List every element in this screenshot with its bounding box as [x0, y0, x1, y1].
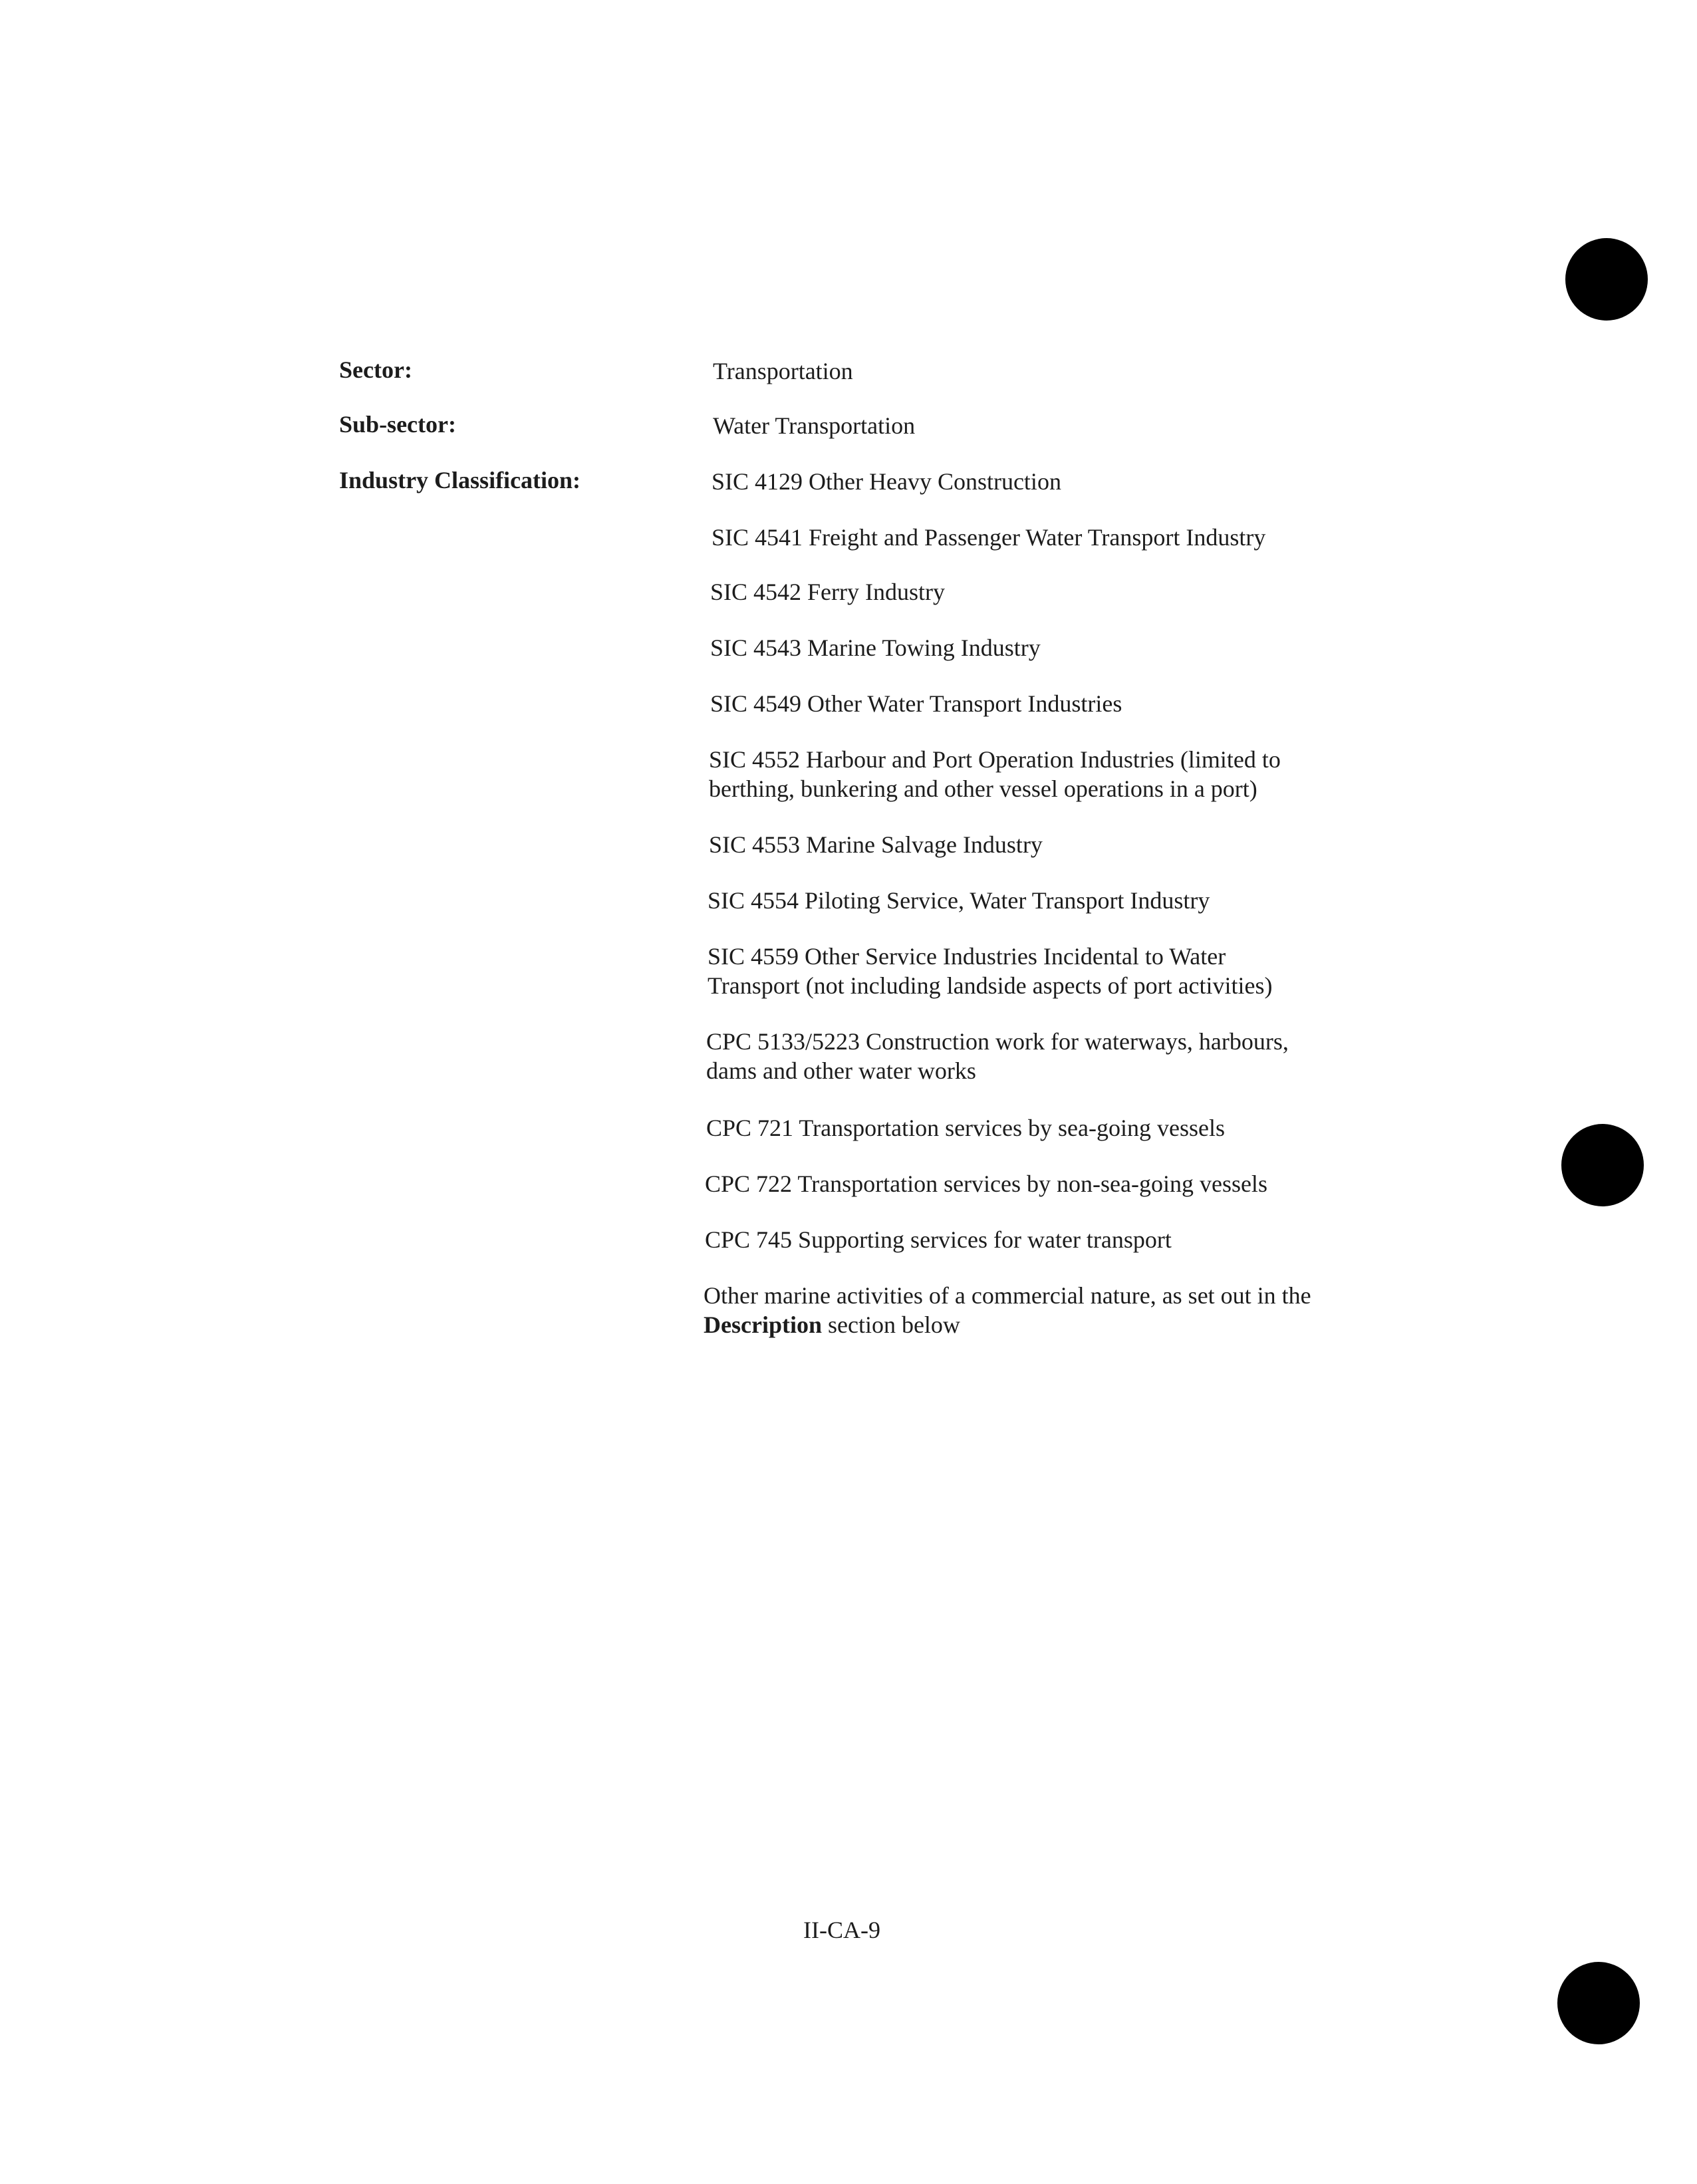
punch-hole-top	[1565, 238, 1648, 321]
sector-value: Transportation	[713, 358, 853, 384]
classification-item: SIC 4543 Marine Towing Industry	[710, 634, 1041, 661]
description-bold: Description	[704, 1311, 822, 1338]
classification-item: SIC 4554 Piloting Service, Water Transport Industry	[708, 887, 1210, 914]
page-number: II-CA-9	[803, 1917, 880, 1943]
classification-item: CPC 722 Transportation services by non-sea-going vessels	[705, 1170, 1267, 1197]
other-activities-text-start: Other marine activities of a commercial nature, as set out in the	[704, 1282, 1311, 1309]
subsector-label: Sub-sector:	[339, 411, 456, 438]
other-activities-text-end: section below	[821, 1311, 960, 1338]
classification-item: SIC 4549 Other Water Transport Industries	[710, 690, 1122, 717]
classification-item: CPC 745 Supporting services for water transport	[705, 1226, 1172, 1253]
classification-item: SIC 4541 Freight and Passenger Water Transport Industry	[712, 524, 1266, 551]
other-activities-text	[704, 1281, 1329, 1339]
subsector-value: Water Transportation	[713, 412, 916, 439]
classification-item: CPC 5133/5223 Construction work for waterways, harbours, dams and other water works	[706, 1028, 1289, 1084]
classification-item: SIC 4559 Other Service Industries Incidental to Water Transport (not including landside aspects of port activities)	[708, 943, 1273, 999]
industry-classification-label: Industry Classification:	[339, 467, 581, 493]
classification-item: SIC 4553 Marine Salvage Industry	[709, 831, 1043, 858]
classification-item: SIC 4129 Other Heavy Construction	[712, 468, 1061, 495]
sector-label: Sector:	[339, 356, 412, 383]
classification-item: SIC 4552 Harbour and Port Operation Industries (limited to berthing, bunkering and other vessel operations in a port)	[709, 746, 1281, 802]
punch-hole-middle	[1561, 1124, 1644, 1206]
classification-item: CPC 721 Transportation services by sea-going vessels	[706, 1115, 1225, 1141]
punch-hole-bottom	[1557, 1962, 1640, 2044]
classification-item: SIC 4542 Ferry Industry	[710, 579, 945, 605]
